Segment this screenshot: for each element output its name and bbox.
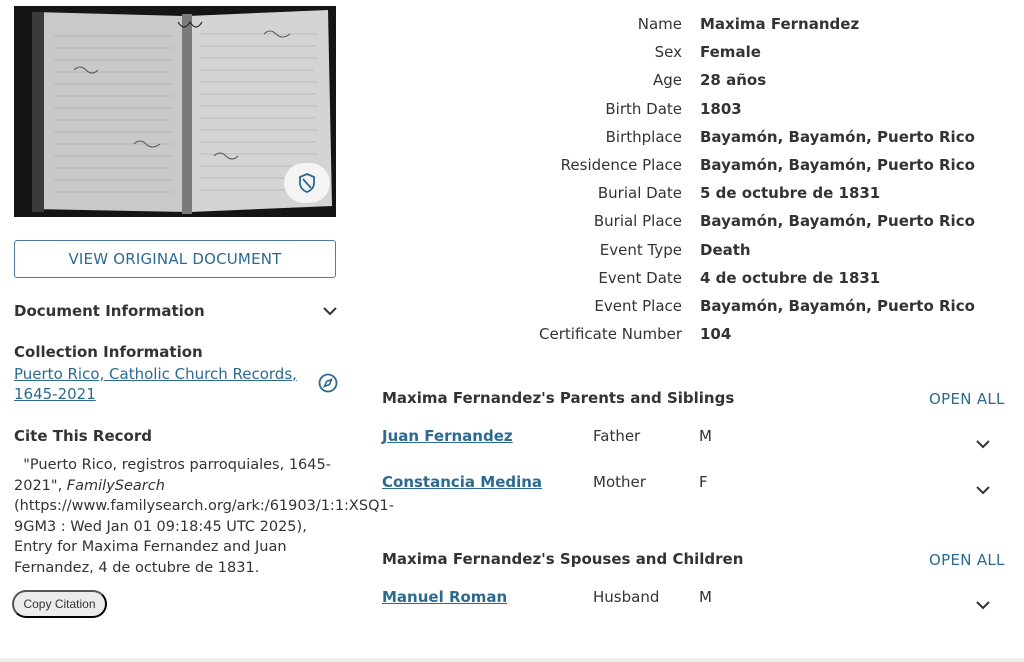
chevron-down-icon <box>322 303 338 319</box>
detail-row: Sex Female <box>654 43 761 61</box>
detail-row: Certificate Number 104 <box>539 325 732 343</box>
shield-button[interactable] <box>284 163 330 203</box>
detail-row: Name Maxima Fernandez <box>637 15 860 33</box>
detail-row: Burial Date 5 de octubre de 1831 <box>597 184 881 202</box>
copy-citation-button[interactable]: Copy Citation <box>12 590 107 618</box>
chevron-down-icon[interactable] <box>976 596 992 612</box>
spouses-children-heading: Maxima Fernandez's Spouses and Children <box>382 550 744 568</box>
shield-icon <box>298 173 316 193</box>
detail-row: Burial Place Bayamón, Bayamón, Puerto Rico <box>593 212 975 230</box>
collection-information-heading: Collection Information <box>14 343 203 361</box>
detail-row: Birthplace Bayamón, Bayamón, Puerto Rico <box>605 128 975 146</box>
view-original-document-button[interactable]: VIEW ORIGINAL DOCUMENT <box>14 240 336 278</box>
relative-name-link[interactable]: Manuel Roman <box>382 588 508 606</box>
detail-row: Age 28 años <box>652 71 767 89</box>
relative-sex: M <box>699 588 712 606</box>
relative-role: Father <box>593 427 641 445</box>
compass-icon[interactable] <box>318 373 338 393</box>
citation-text: "Puerto Rico, registros parroquiales, 1645-2021", FamilySearch (https://www.familysearch.org/ark:/61903/1:1:XSQ1-9GM3 : Wed Jan 01 09:18:45 UTC 2025), Entry for Maxima Fernandez and Juan Fernandez, 4 de octubre de 1831. <box>14 457 394 576</box>
relative-row <box>382 588 1002 612</box>
detail-row: Event Date 4 de octubre de 1831 <box>598 269 881 287</box>
relative-sex: M <box>699 427 712 445</box>
detail-row: Event Place Bayamón, Bayamón, Puerto Rico <box>594 297 975 315</box>
detail-row: Birth Date 1803 <box>605 100 742 118</box>
open-all-spouses-button[interactable]: OPEN ALL <box>929 551 1005 569</box>
document-information-toggle[interactable] <box>14 300 338 322</box>
relative-row <box>382 427 1002 451</box>
relative-name-link[interactable]: Constancia Medina <box>382 473 543 491</box>
chevron-down-icon[interactable] <box>976 435 992 451</box>
detail-row: Event Type Death <box>599 241 751 259</box>
cite-record-heading: Cite This Record <box>14 427 152 445</box>
document-information-heading: Document Information <box>14 302 205 320</box>
relative-role: Husband <box>593 588 660 606</box>
detail-row: Residence Place Bayamón, Bayamón, Puerto Rico <box>560 156 975 174</box>
chevron-down-icon[interactable] <box>976 481 992 497</box>
page-divider <box>0 658 1024 662</box>
collection-link[interactable]: Puerto Rico, Catholic Church Records, 1645-2021 <box>14 365 297 403</box>
relative-sex: F <box>699 473 708 491</box>
relative-role: Mother <box>593 473 646 491</box>
open-all-parents-button[interactable]: OPEN ALL <box>929 390 1005 408</box>
relative-name-link[interactable]: Juan Fernandez <box>382 427 513 445</box>
document-thumbnail[interactable] <box>14 6 336 217</box>
relative-row <box>382 473 1002 497</box>
parents-siblings-heading: Maxima Fernandez's Parents and Siblings <box>382 389 735 407</box>
